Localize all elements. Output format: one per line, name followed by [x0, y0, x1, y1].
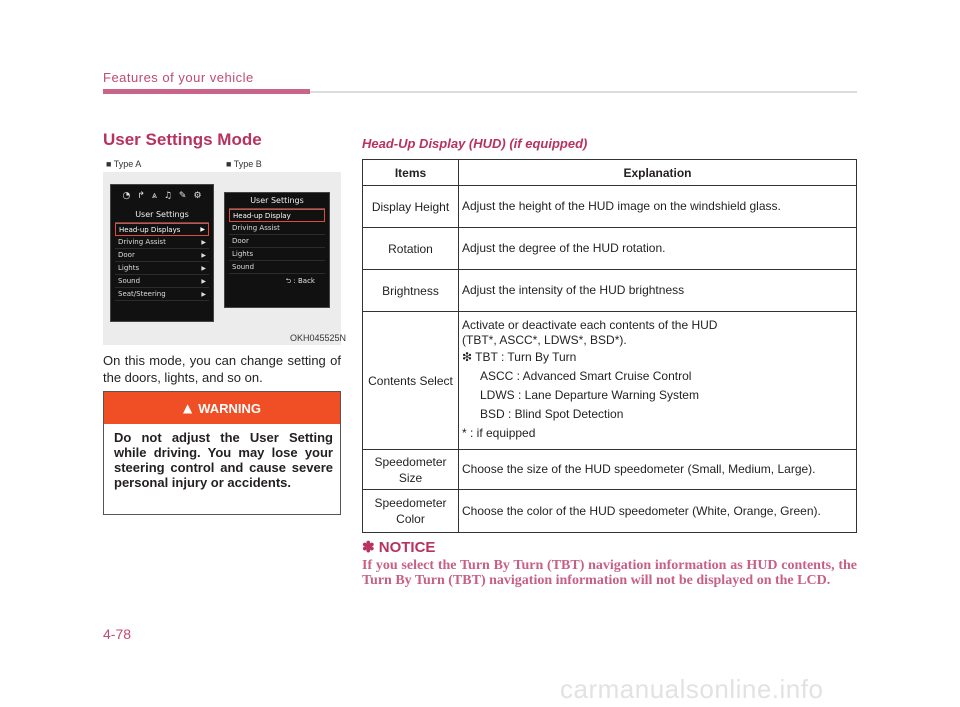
column-header-items: Items [363, 160, 459, 186]
car-icon: ↱ [137, 191, 145, 201]
type-a-label: ■ Type A [106, 159, 142, 169]
item-cell [363, 490, 459, 533]
table-header-row [363, 160, 857, 186]
column-header-explanation: Explanation [459, 160, 857, 186]
warning-text: Do not adjust the User Setting while driving. You may lose your steering control and cause severe personal injury or accidents. [114, 430, 333, 490]
item-cell: Contents Select [363, 312, 459, 450]
table-row [363, 270, 857, 312]
menu-item-lights: Lights [229, 248, 325, 261]
menu-item-driving-assist [115, 236, 209, 249]
screen-title: User Settings [229, 193, 325, 209]
explanation-line: ASCC : Advanced Smart Cruise Control [480, 369, 692, 383]
screen-title: User Settings [115, 207, 209, 223]
menu-item-head-up-displays [115, 223, 209, 236]
menu-item-seat-steering [115, 288, 209, 301]
item-line: Size [398, 470, 423, 485]
item-line: Speedometer [374, 496, 447, 510]
gear-icon: ⚙ [193, 191, 202, 201]
arrow-right-icon: ▶ [201, 238, 206, 246]
explanation-cell: Choose the color of the HUD speedometer (White, Orange, Green). [459, 490, 857, 533]
warning-box [103, 391, 341, 515]
page-number: 4-78 [103, 626, 132, 642]
table-row [363, 312, 857, 450]
item-cell: Rotation [363, 228, 459, 270]
notice-title: ✽ NOTICE [362, 539, 436, 556]
header-rule [310, 91, 857, 93]
table-row [363, 450, 857, 490]
menu-item-sound: Sound [229, 261, 325, 274]
user-settings-heading: User Settings Mode [103, 130, 262, 149]
warning-triangle-icon: ▲ [182, 401, 193, 415]
item-cell: Display Height [363, 186, 459, 228]
arrow-right-icon: ▶ [201, 251, 206, 259]
item-line: Color [396, 512, 425, 526]
menu-item-door [115, 249, 209, 262]
screen-type-a [110, 184, 214, 322]
table-row [363, 186, 857, 228]
explanation-line: Activate or deactivate each contents of the HUD [462, 318, 718, 332]
explanation-cell [459, 312, 857, 450]
arrow-right-icon: ▶ [201, 264, 206, 272]
watermark: carmanualsonline.info [560, 674, 824, 704]
arrow-right-icon: ▶ [201, 277, 206, 285]
menu-item-door: Door [229, 235, 325, 248]
menu-item-label: Door [118, 251, 135, 259]
menu-item-label: Lights [118, 264, 140, 272]
explanation-cell: Adjust the height of the HUD image on the windshield glass. [459, 186, 857, 228]
item-cell: Brightness [363, 270, 459, 312]
arrow-right-icon: ▶ [201, 290, 206, 298]
screen-toolbar [111, 185, 213, 207]
explanation-line: BSD : Blind Spot Detection [480, 407, 624, 421]
item-cell [363, 450, 459, 490]
explanation-line: (TBT*, ASCC*, LDWS*, BSD*). [462, 333, 627, 347]
item-line: Speedometer [374, 454, 447, 469]
header-accent-bar [103, 89, 310, 94]
table-row [363, 228, 857, 270]
type-b-label: ■ Type B [226, 159, 262, 169]
user-settings-screens-figure [103, 172, 341, 345]
menu-item-label: Seat/Steering [118, 290, 166, 298]
explanation-line: LDWS : Lane Departure Warning System [480, 388, 699, 402]
section-title: Features of your vehicle [103, 70, 254, 85]
music-icon: ♫ [163, 191, 172, 201]
explanation-cell: Choose the size of the HUD speedometer (Small, Medium, Large). [459, 450, 857, 490]
image-code: OKH045525N [290, 333, 347, 343]
table-row [363, 490, 857, 533]
notice-text: If you select the Turn By Turn (TBT) navigation information as HUD contents, the Turn By Turn (TBT) navigation information will not be displayed on the LCD. [362, 558, 857, 588]
explanation-line: * : if equipped [462, 426, 536, 440]
menu-item-lights [115, 262, 209, 275]
hud-settings-table [362, 159, 857, 533]
gauge-icon: ◔ [122, 191, 131, 201]
hud-heading: Head-Up Display (HUD) (if equipped) [362, 136, 588, 151]
body-text: On this mode, you can change setting of the doors, lights, and so on. [103, 353, 341, 385]
warning-label: WARNING [198, 400, 262, 416]
menu-item-label: Head-up Displays [119, 225, 181, 234]
explanation-line: ❇ TBT : Turn By Turn [462, 350, 577, 364]
wrench-icon: ✎ [178, 191, 187, 201]
warning-header [104, 392, 340, 424]
menu-item-label: Sound [118, 277, 141, 285]
screen-type-b [224, 192, 330, 308]
explanation-cell: Adjust the intensity of the HUD brightness [459, 270, 857, 312]
menu-item-head-up-display: Head-up Display [229, 209, 325, 222]
menu-item-driving-assist: Driving Assist [229, 222, 325, 235]
back-label: ⮌ : Back [285, 277, 315, 285]
menu-item-sound [115, 275, 209, 288]
arrow-right-icon: ▶ [200, 226, 205, 233]
road-icon: ⩓ [151, 191, 157, 201]
explanation-cell: Adjust the degree of the HUD rotation. [459, 228, 857, 270]
menu-item-label: Driving Assist [118, 238, 166, 246]
